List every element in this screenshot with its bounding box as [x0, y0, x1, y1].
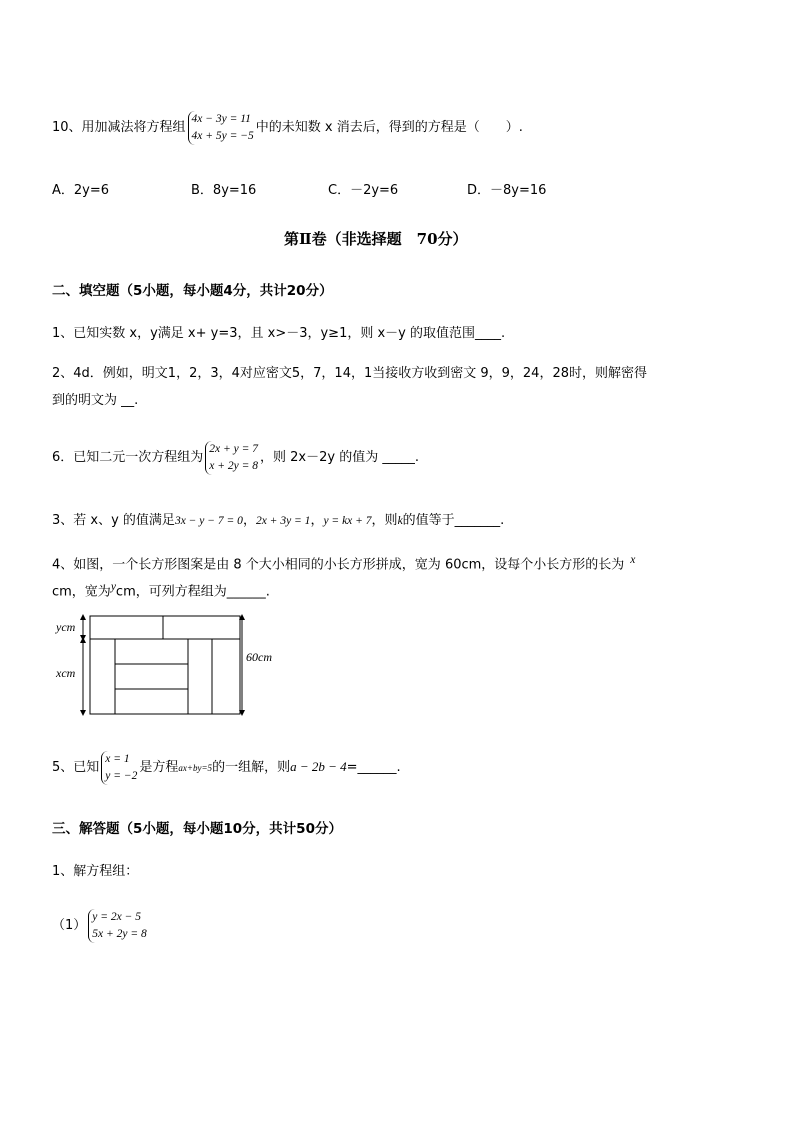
q10-option-b[interactable]: B．8y=16: [191, 183, 257, 198]
fill-question-4-line1: 4、如图，一个长方形图案是由 8 个大小相同的小长方形拼成，宽为 60cm，设每个小长方形的长为 x: [52, 554, 636, 573]
section2-title: 二、填空题（5小题，每小题4分，共计20分）: [52, 283, 333, 299]
fill-question-6: [52, 440, 419, 476]
q10-option-a[interactable]: A．2y=6: [52, 183, 110, 198]
f3-eq1: 3x − y − 7 = 0: [174, 515, 243, 527]
f4-x: x: [630, 554, 636, 566]
f5-equation-system: [101, 751, 137, 785]
q10-eq1: 4x − 3y = 11: [191, 112, 251, 125]
f6-equation-system: [205, 441, 258, 475]
part2-title: 第Ⅱ卷（非选择题 70分）: [284, 230, 468, 248]
f6-suffix: ，则 2x－2y 的值为 _____.: [260, 450, 419, 465]
fill-question-1: 1、已知实数 x，y满足 x+ y=3，且 x>－3，y≥1，则 x－y 的取值范围____.: [52, 326, 506, 341]
label-ycm: ycm: [56, 620, 76, 634]
q10-option-d[interactable]: D．－8y=16: [467, 183, 547, 198]
solve-question-1-part1: （1） y = 2x − 5 5x + 2y = 8: [52, 908, 149, 944]
section3-title: 三、解答题（5小题，每小题10分，共计50分）: [52, 821, 342, 837]
f4-y: y: [110, 581, 116, 593]
label-xcm: xcm: [56, 666, 76, 680]
question-10: [52, 110, 523, 146]
f3-k: k: [397, 515, 403, 527]
label-60cm: 60cm: [246, 650, 272, 664]
s1-eq2: 5x + 2y = 8: [92, 927, 147, 940]
outer-rectangle: [90, 616, 240, 714]
q10-prefix: 10、用加减法将方程组: [52, 120, 186, 135]
fill-question-2-line1: 2、4d．例如，明文1，2，3，4对应密文5，7，14，1当接收方收到密文 9，9，24，28时，则解密得: [52, 366, 647, 381]
q10-eq2: 4x + 5y = −5: [191, 129, 254, 142]
f6-prefix: 6．已知二元一次方程组为: [52, 450, 204, 465]
fill-question-4-line2: cm，宽为ycm，可列方程组为______.: [52, 581, 270, 600]
rectangle-figure: [52, 608, 292, 720]
q10-option-c[interactable]: C．－2y=6: [328, 183, 399, 198]
s1-eq1: y = 2x − 5: [92, 910, 142, 923]
f5-eq2: y = −2: [105, 769, 138, 782]
fill-question-3: 3、若 x、y 的值满足3x − y − 7 = 0，2x + 3y = 1，y = kx + 7，则k的值等于_______.: [52, 513, 505, 528]
f3-eq3: y = kx + 7: [323, 515, 372, 527]
f5-equation: ax+by=5: [178, 763, 213, 773]
fill-question-2-line2: 到的明文为 __.: [52, 393, 139, 408]
f3-eq2: 2x + 3y = 1: [255, 515, 311, 527]
fill-question-5: 5、已知 x = 1 y = −2 是方程ax+by=5的一组解，则a − 2b − 4=______.: [52, 749, 401, 785]
f5-expression: a − 2b − 4: [290, 759, 347, 774]
f6-eq1: 2x + y = 7: [209, 442, 259, 455]
f6-eq2: x + 2y = 8: [209, 459, 259, 472]
solve-question-1: 1、解方程组：: [52, 864, 139, 879]
q10-equation-system: [188, 111, 254, 145]
f5-eq1: x = 1: [105, 752, 130, 765]
q10-suffix: 中的未知数 x 消去后，得到的方程是（ ）.: [255, 120, 523, 135]
s1-equation-system: [88, 909, 146, 943]
